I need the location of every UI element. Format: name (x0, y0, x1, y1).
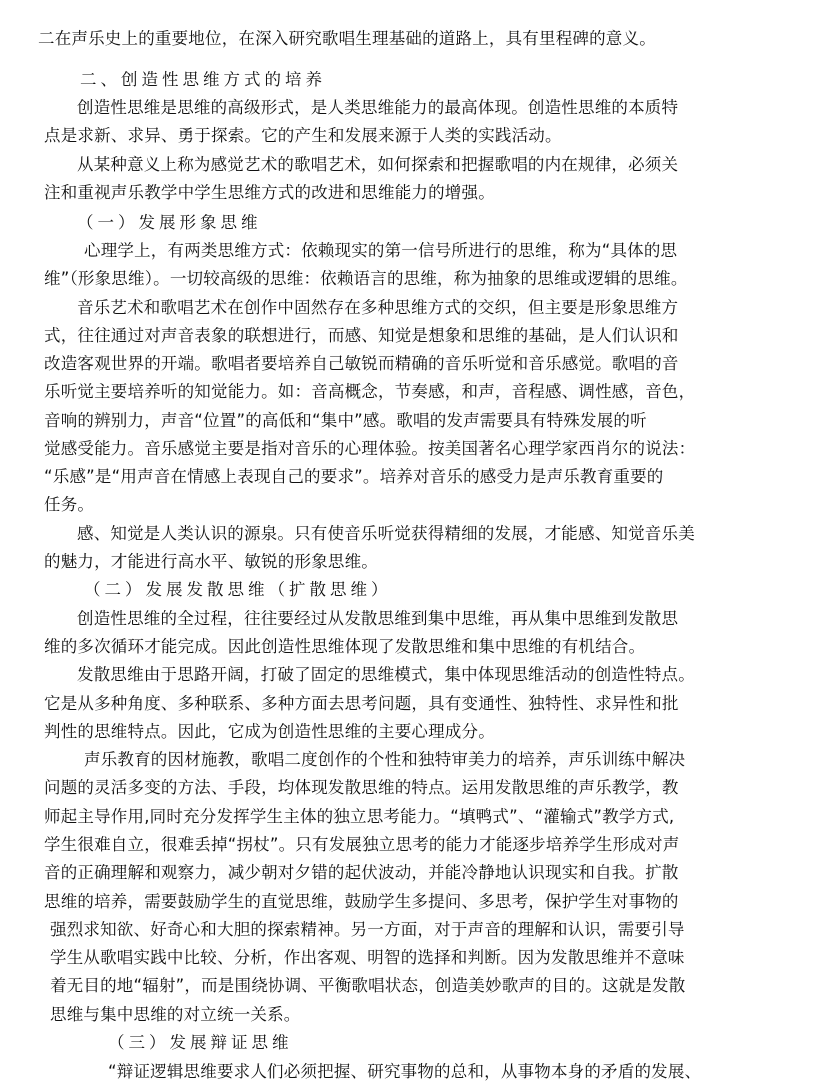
text-line: 声乐教育的因材施教，歌唱二度创作的个性和独特审美力的培养，声乐训练中解决 (84, 750, 686, 769)
text-line: 问题的灵活多变的方法、手段，均体现发散思维的特点。运用发散思维的声乐教学，教 (44, 778, 679, 797)
text-line: 维的多次循环才能完成。因此创造性思维体现了发散思维和集中思维的有机结合。 (44, 637, 646, 656)
text-line: 强烈求知欲、好奇心和大胆的探索精神。另一方面，对于声音的理解和认识，需要引导 (50, 920, 685, 939)
text-line: 点是求新、求异、勇于探索。它的产生和发展来源于人类的实践活动。 (44, 126, 562, 145)
text-line: 学生很难自立，很难丢掉“拐杖”。只有发展独立思考的能力才能逐步培养学生形成对声 (44, 835, 680, 854)
text-line: 音的正确理解和观察力，减少朝对夕错的起伏波动，并能冷静地认识现实和自我。扩散 (44, 863, 679, 882)
text-line: 学生从歌唱实践中比较、分析，作出客观、明智的选择和判断。因为发散思维并不意味 (50, 948, 685, 967)
text-line: 乐听觉主要培养听的知觉能力。如：音高概念，节奏感，和声，音程感、调性感，音色， (44, 382, 696, 401)
subsection-heading: （二）发展发散思维（扩散思维） (84, 580, 392, 599)
text-line: 发散思维由于思路开阔，打破了固定的思维模式，集中体现思维活动的创造性特点。 (77, 665, 695, 684)
text-line: 式，往往通过对声音表象的联想进行，而感、知觉是想象和思维的基础，是人们认识和 (44, 326, 679, 345)
text-line: 任务。 (44, 495, 95, 514)
text-line: 思维与集中思维的对立统一关系。 (50, 1005, 301, 1024)
text-line: 从某种意义上称为感觉艺术的歌唱艺术，如何探索和把握歌唱的内在规律，必须关 (77, 155, 679, 174)
section-heading: 二、创造性思维方式的培养 (80, 70, 326, 89)
text-line: 觉感受能力。音乐感觉主要是指对音乐的心理体验。按美国著名心理学家西肖尔的说法： (44, 439, 696, 458)
text-line: 二在声乐史上的重要地位，在深入研究歌唱生理基础的道路上，具有里程碑的意义。 (38, 29, 656, 48)
text-line: 心理学上，有两类思维方式：依赖现实的第一信号所进行的思维，称为“具体的思 (84, 241, 678, 260)
text-line: 改造客观世界的开端。歌唱者要培养自己敏锐而精确的音乐听觉和音乐感觉。歌唱的音 (44, 354, 679, 373)
text-line: 维”（形象思维）。一切较高级的思维：依赖语言的思维，称为抽象的思维或逻辑的思维。 (44, 269, 688, 288)
text-line: 的魅力，才能进行高水平、敏锐的形象思维。 (44, 552, 378, 571)
text-line: 创造性思维的全过程，往往要经过从发散思维到集中思维，再从集中思维到发散思 (77, 609, 679, 628)
text-line: 创造性思维是思维的高级形式，是人类思维能力的最高体现。创造性思维的本质特 (77, 98, 679, 117)
subsection-heading: （一）发展形象思维 (77, 213, 262, 232)
text-line: “辩证逻辑思维要求人们必须把握、研究事物的总和，从事物本身的矛盾的发展、 (108, 1062, 702, 1081)
text-line: 注和重视声乐教学中学生思维方式的改进和思维能力的增强。 (44, 183, 495, 202)
text-line: 思维的培养，需要鼓励学生的直觉思维，鼓励学生多提问、多思考，保护学生对事物的 (44, 892, 679, 911)
text-line: 音响的辨别力，声音“位置”的高低和“集中”感。歌唱的发声需要具有特殊发展的听 (44, 411, 647, 430)
text-line: 师起主导作用,同时充分发挥学生主体的独立思考能力。“填鸭式”、“灌输式”教学方式, (44, 807, 675, 826)
subsection-heading: （三）发展辩证思维 (108, 1033, 293, 1052)
text-line: 它是从多种角度、多种联系、多种方面去思考问题，具有变通性、独特性、求异性和批 (44, 694, 679, 713)
text-line: 判性的思维特点。因此，它成为创造性思维的主要心理成分。 (44, 722, 495, 741)
text-line: 着无目的地“辐射”，而是围绕协调、平衡歌唱状态，创造美妙歌声的目的。这就是发散 (50, 976, 686, 995)
text-line: 感、知觉是人类认识的源泉。只有使音乐听觉获得精细的发展，才能感、知觉音乐美 (77, 524, 695, 543)
text-line: “乐感”是“用声音在情感上表现自己的要求”。培养对音乐的感受力是声乐教育重要的 (44, 467, 664, 486)
text-line: 音乐艺术和歌唱艺术在创作中固然存在多种思维方式的交织，但主要是形象思维方 (77, 298, 679, 317)
